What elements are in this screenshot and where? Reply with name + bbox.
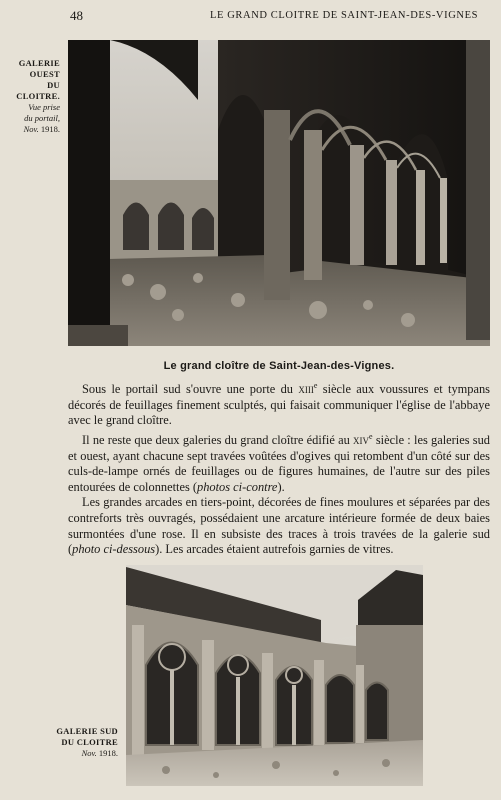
paragraph xyxy=(68,495,490,557)
caption-line: GALERIE xyxy=(18,58,60,68)
century-numeral: xiii xyxy=(298,382,314,397)
article-body xyxy=(68,378,490,558)
caption-date xyxy=(4,748,118,759)
running-title: LE GRAND CLOITRE DE SAINT-JEAN-DES-VIGNES xyxy=(210,10,479,21)
caption-line: DU CLOITRE xyxy=(61,737,118,747)
text-run: siècle aux voussures et tympans décorés de feuillages finement sculptés, qui faisait communiquer l'église de l'abbaye avec le grand cloître. xyxy=(68,382,491,428)
text-run: siècle : les galeries sud et ouest, ayant chacune sept travées voûtées d'ogives qui retombent d'un côté sur des culs-de-lampe ornés de feuillages ou de figures humaines, de l'autre sur des piles entourées de colonnettes ( xyxy=(68,433,491,494)
paragraph xyxy=(68,429,490,496)
text-run: ). Les arcades étaient autrefois garnies de vitres. xyxy=(155,542,394,557)
photo-reference: photos ci-contre xyxy=(197,479,278,494)
caption-month: Nov. xyxy=(23,124,39,134)
page-number: 48 xyxy=(70,8,83,23)
photo-west-gallery xyxy=(68,40,490,346)
caption-year: 1918. xyxy=(40,124,60,134)
century-numeral: xiv xyxy=(353,433,370,448)
photo-south-gallery xyxy=(126,565,423,786)
caption-line: OUEST xyxy=(29,69,60,79)
caption-date xyxy=(4,124,60,135)
photo-south-gallery-image xyxy=(126,565,423,786)
text-run: Sous le portail sud s'ouvre une porte du xyxy=(82,382,299,397)
photo-reference: photo ci-dessous xyxy=(72,542,156,557)
plate-title: Le grand cloître de Saint-Jean-des-Vignes. xyxy=(163,360,395,372)
superscript: e xyxy=(313,381,318,390)
caption-line: DU CLOITRE. xyxy=(16,80,60,101)
photo-west-gallery-image xyxy=(68,40,490,346)
caption-year: 1918. xyxy=(98,748,118,758)
paragraph xyxy=(68,378,490,429)
text-run: Les grandes arcades en tiers-point, décorées de fines moulures et séparées par des contreforts très ouvragés, possédaient une arcature intérieure formée de deux baies surmontées d'une rose. Il en subsiste des traces à trois travées de la galerie sud ( xyxy=(68,495,490,557)
photo-caption-west-gallery xyxy=(4,58,60,135)
caption-month: Nov. xyxy=(81,748,97,758)
photo-caption-south-gallery xyxy=(4,726,118,759)
superscript: e xyxy=(369,431,373,441)
text-run: ). xyxy=(277,479,285,494)
text-run: Il ne reste que deux galeries du grand cloître édifié au xyxy=(82,433,354,448)
caption-line: du portail, xyxy=(24,113,60,123)
caption-line: Vue prise xyxy=(28,102,60,112)
caption-line: GALERIE SUD xyxy=(56,726,118,736)
